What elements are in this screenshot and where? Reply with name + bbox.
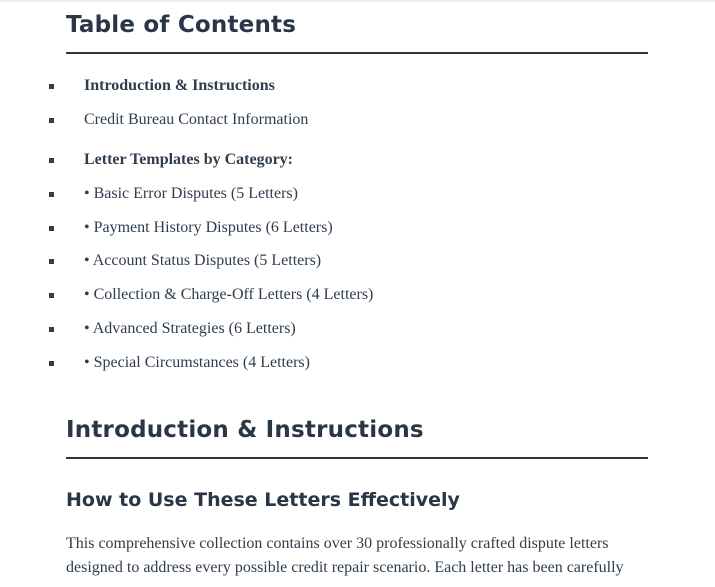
intro-title: Introduction & Instructions	[66, 417, 424, 443]
toc-item-label: • Basic Error Disputes (5 Letters)	[84, 185, 298, 202]
toc-item-advanced-strategies[interactable]	[0, 318, 600, 340]
square-bullet-icon	[49, 192, 54, 197]
square-bullet-icon	[49, 226, 54, 231]
toc-title: Table of Contents	[66, 12, 297, 38]
intro-title-rule	[66, 457, 648, 459]
square-bullet-icon	[49, 293, 54, 298]
intro-subtitle: How to Use These Letters Effectively	[66, 489, 460, 511]
square-bullet-icon	[49, 259, 54, 264]
toc-item-label: • Advanced Strategies (6 Letters)	[84, 320, 296, 337]
toc-item-label: Letter Templates by Category:	[84, 151, 293, 168]
square-bullet-icon	[49, 84, 54, 89]
toc-item-basic-error[interactable]	[0, 183, 600, 205]
toc-item-introduction[interactable]	[0, 75, 600, 97]
square-bullet-icon	[49, 158, 54, 163]
intro-paragraph: This comprehensive collection contains over 30 professionally crafted dispute letters designed to address every possible credit repair scenario. Each letter has been carefully	[66, 535, 624, 576]
toc-item-label: Credit Bureau Contact Information	[84, 111, 309, 128]
toc-item-label: • Collection & Charge-Off Letters (4 Letters)	[84, 286, 374, 303]
toc-item-label: • Payment History Disputes (6 Letters)	[84, 219, 333, 236]
toc-item-letter-templates[interactable]	[0, 149, 600, 171]
toc-item-label: • Account Status Disputes (5 Letters)	[84, 252, 322, 269]
toc-item-account-status[interactable]	[0, 250, 600, 272]
square-bullet-icon	[49, 327, 54, 332]
square-bullet-icon	[49, 361, 54, 366]
toc-item-bureau-contacts[interactable]	[0, 109, 600, 131]
toc-item-payment-history[interactable]	[0, 217, 600, 239]
toc-title-rule	[66, 52, 648, 54]
toc-item-label: Introduction & Instructions	[84, 77, 275, 94]
toc-item-collection-chargeoff[interactable]	[0, 284, 600, 306]
toc-item-special-circumstances[interactable]	[0, 352, 600, 374]
square-bullet-icon	[49, 118, 54, 123]
top-edge-shadow	[0, 0, 715, 3]
toc-item-label: • Special Circumstances (4 Letters)	[84, 354, 310, 371]
